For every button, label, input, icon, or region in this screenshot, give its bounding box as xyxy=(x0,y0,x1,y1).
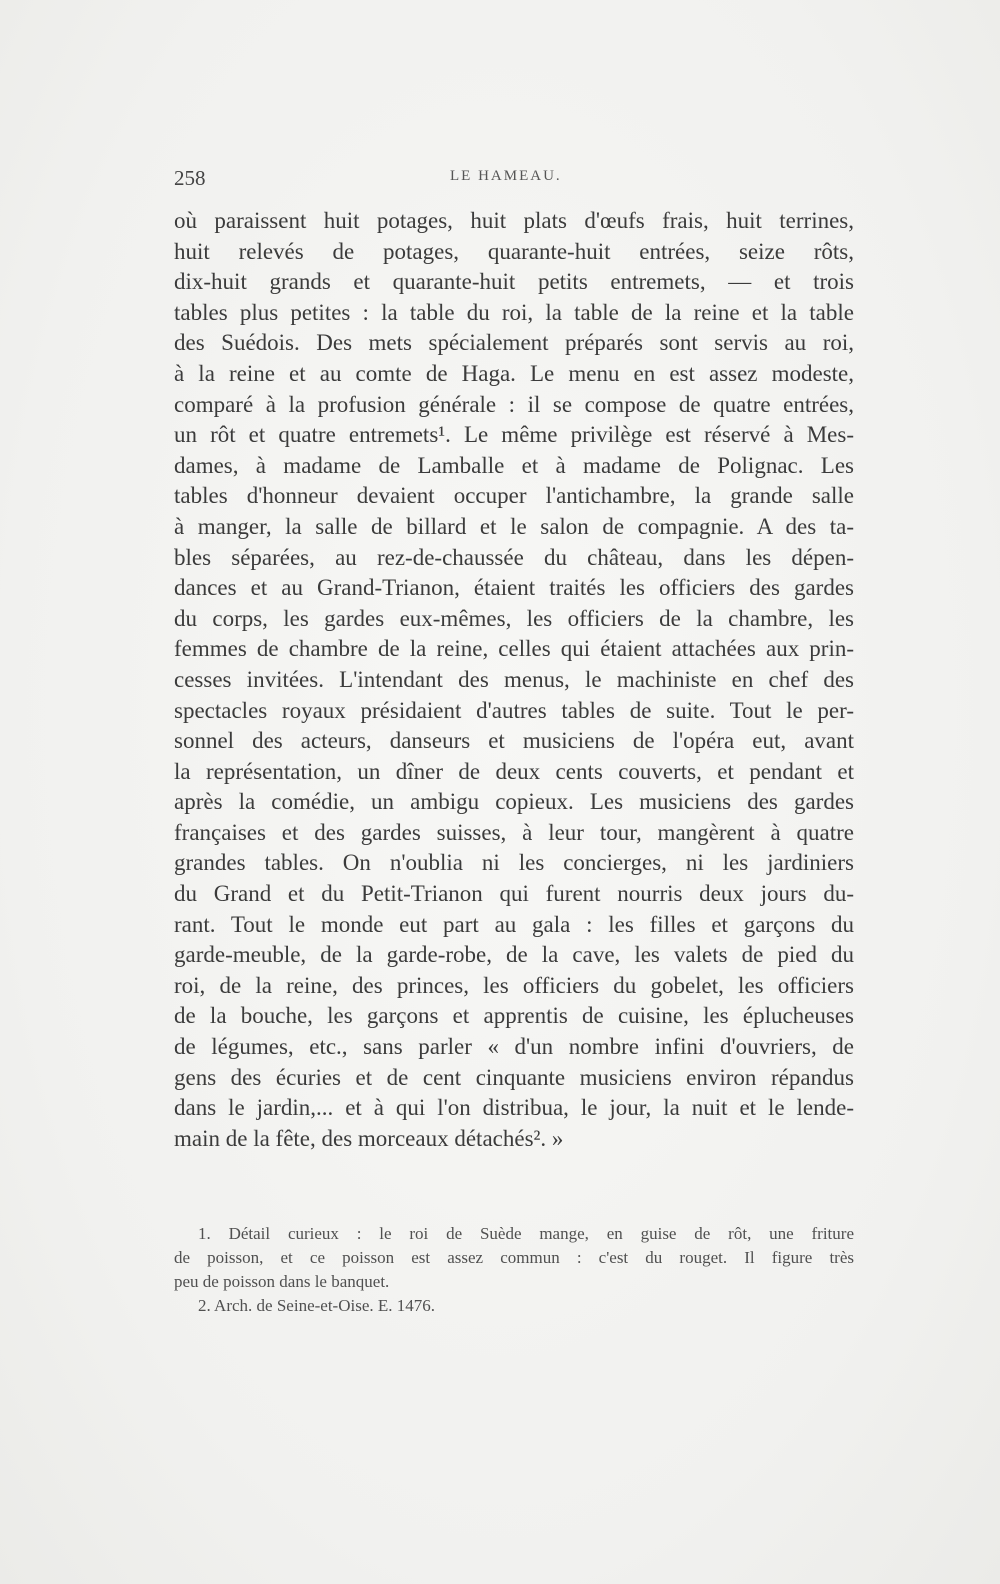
text-line: comparé à la profusion générale : il se compose de quatre entrées, xyxy=(174,391,854,417)
text-line: du corps, les gardes eux-mêmes, les officiers de la chambre, les xyxy=(174,605,854,631)
text-line: huit relevés de potages, quarante-huit entrées, seize rôts, xyxy=(174,238,854,264)
text-line: françaises et des gardes suisses, à leur tour, mangèrent à quatre xyxy=(174,819,854,845)
text-line: à la reine et au comte de Haga. Le menu en est assez modeste, xyxy=(174,360,854,386)
text-line: un rôt et quatre entremets¹. Le même privilège est réservé à Mes- xyxy=(174,422,854,448)
text-line: où paraissent huit potages, huit plats d'œufs frais, huit terrines, xyxy=(174,208,854,233)
text-line: femmes de chambre de la reine, celles qui étaient attachées aux prin- xyxy=(174,636,854,662)
text-line: tables d'honneur devaient occuper l'antichambre, la grande salle xyxy=(174,483,854,509)
text-line: dans le jardin,... et à qui l'on distribua, le jour, la nuit et le lende- xyxy=(174,1095,854,1121)
text-line: de légumes, etc., sans parler « d'un nombre infini d'ouvriers, de xyxy=(174,1034,854,1060)
text-line: garde-meuble, de la garde-robe, de la cave, les valets de pied du xyxy=(174,942,854,968)
text-line: bles séparées, au rez-de-chaussée du château, dans les dépen- xyxy=(174,544,854,570)
text-line: la représentation, un dîner de deux cents couverts, et pendant et xyxy=(174,758,854,784)
text-line: rant. Tout le monde eut part au gala : les filles et garçons du xyxy=(174,911,854,937)
text-line: dances et au Grand-Trianon, étaient traités les officiers des gardes xyxy=(174,575,854,601)
footnote-1-line: peu de poisson dans le banquet. xyxy=(174,1272,390,1291)
text-line: main de la fête, des morceaux détachés². » xyxy=(174,1125,564,1151)
text-line: roi, de la reine, des princes, les officiers du gobelet, les officiers xyxy=(174,972,854,998)
text-line: tables plus petites : la table du roi, la table de la reine et la table xyxy=(174,299,854,325)
body-text xyxy=(174,206,854,1154)
text-line: dames, à madame de Lamballe et à madame de Polignac. Les xyxy=(174,452,854,478)
page-header xyxy=(174,166,850,196)
footnote-1-line: de poisson, et ce poisson est assez commun : c'est du rouget. Il figure très xyxy=(174,1248,854,1267)
footnote-2: 2. Arch. de Seine-et-Oise. E. 1476. xyxy=(198,1296,435,1315)
text-line: des Suédois. Des mets spécialement préparés sont servis au roi, xyxy=(174,330,854,356)
text-line: cesses invitées. L'intendant des menus, le machiniste en chef des xyxy=(174,666,854,692)
text-line: sonnel des acteurs, danseurs et musiciens de l'opéra eut, avant xyxy=(174,728,854,754)
running-title: LE HAMEAU. xyxy=(450,168,562,184)
footnote-1-line: 1. Détail curieux : le roi de Suède mange, en guise de rôt, une friture xyxy=(198,1224,854,1243)
page-number: 258 xyxy=(174,166,206,190)
text-line: grandes tables. On n'oublia ni les concierges, ni les jardiniers xyxy=(174,850,854,876)
text-line: à manger, la salle de billard et le salon de compagnie. A des ta- xyxy=(174,513,854,539)
text-line: dix-huit grands et quarante-huit petits entremets, — et trois xyxy=(174,269,854,295)
footnotes xyxy=(174,1222,854,1318)
text-line: de la bouche, les garçons et apprentis de cuisine, les éplucheuses xyxy=(174,1003,854,1029)
text-line: spectacles royaux présidaient d'autres tables de suite. Tout le per- xyxy=(174,697,854,723)
text-line: après la comédie, un ambigu copieux. Les musiciens des gardes xyxy=(174,789,854,815)
text-line: du Grand et du Petit-Trianon qui furent nourris deux jours du- xyxy=(174,881,854,907)
text-line: gens des écuries et de cent cinquante musiciens environ répandus xyxy=(174,1064,854,1090)
